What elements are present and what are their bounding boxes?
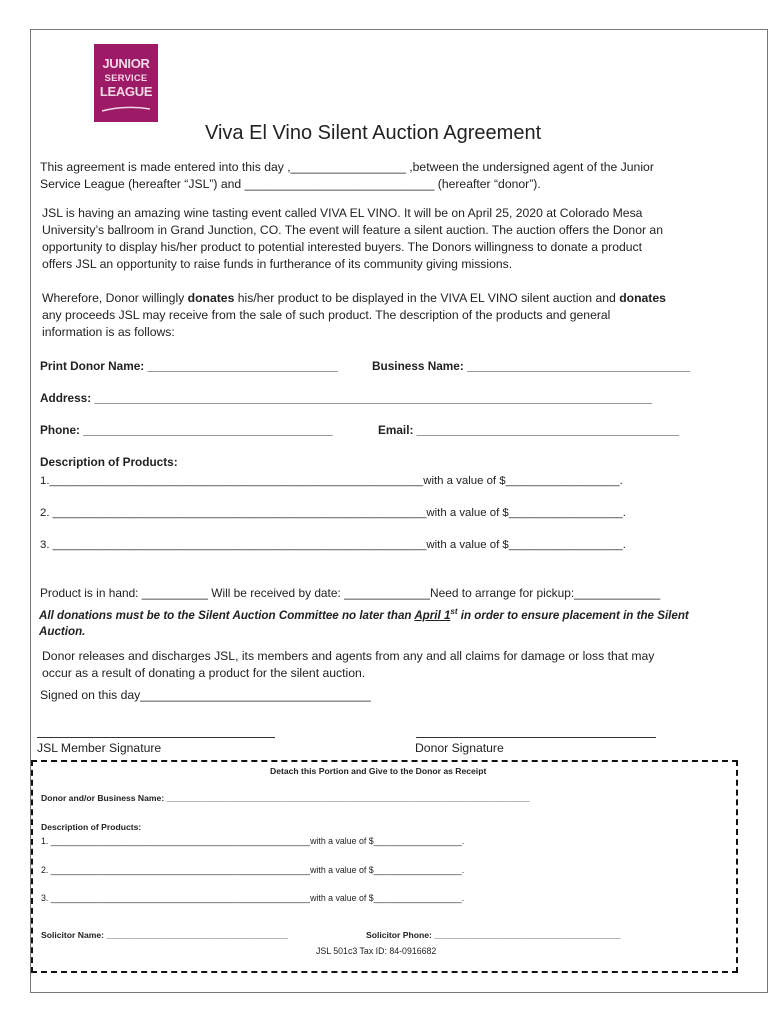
receipt-product-item-2[interactable]: 2. _____________________________________________________with a value of $__________________. xyxy=(41,865,465,875)
donor-name-field[interactable]: Print Donor Name: _____________________________ xyxy=(40,359,338,373)
business-name-field[interactable]: Business Name: __________________________________ xyxy=(372,359,691,373)
product-item-3[interactable]: 3. ___________________________________________________________with a value of $__________________. xyxy=(40,539,626,551)
phone-field[interactable]: Phone: ______________________________________ xyxy=(40,423,333,437)
solicitor-name-field[interactable]: Solicitor Name: ______________________________________ xyxy=(41,930,289,940)
receipt-product-item-1[interactable]: 1. _____________________________________________________with a value of $__________________. xyxy=(41,836,465,846)
solicitor-phone-field[interactable]: Solicitor Phone: _______________________________________ xyxy=(366,930,621,940)
tax-id: JSL 501c3 Tax ID: 84-0916682 xyxy=(316,946,437,956)
wherefore-line-3: information is as follows: xyxy=(42,325,175,339)
email-field[interactable]: Email: ________________________________________ xyxy=(378,423,680,437)
intro-line-1: This agreement is made entered into this day ,_________________ ,between the undersigned agent of the Junior xyxy=(40,160,654,174)
logo-swoosh-icon xyxy=(100,104,152,114)
receipt-donor-field[interactable]: Donor and/or Business Name: ____________________________________________________________________________ xyxy=(41,793,530,803)
deadline-notice: All donations must be to the Silent Auction Committee no later than April 1st in order to ensure placement in the Silent xyxy=(39,607,689,622)
product-item-1[interactable]: 1.___________________________________________________________with a value of $__________________. xyxy=(40,475,623,487)
logo-line-2: SERVICE xyxy=(104,73,148,84)
address-field[interactable]: Address: _____________________________________________________________________________________ xyxy=(40,391,653,405)
event-para-line-1: JSL is having an amazing wine tasting event called VIVA EL VINO. It will be on April 25, 2020 at Colorado Mesa xyxy=(42,206,643,220)
receipt-product-item-3[interactable]: 3. _____________________________________________________with a value of $__________________. xyxy=(41,893,465,903)
event-para-line-2: University’s ballroom in Grand Junction, CO. The event will feature a silent auction. The auction offers the Donor an xyxy=(42,223,663,237)
member-signature-label: JSL Member Signature xyxy=(37,741,162,755)
receipt-heading: Detach this Portion and Give to the Donor as Receipt xyxy=(270,766,487,776)
jsl-logo xyxy=(94,44,158,122)
wherefore-line-2: any proceeds JSL may receive from the sale of such product. The description of the products and general xyxy=(42,308,611,322)
donor-signature-label: Donor Signature xyxy=(415,741,504,755)
product-status-line[interactable]: Product is in hand: __________ Will be received by date: _____________Need to arrange for pickup:_____________ xyxy=(40,586,661,600)
member-signature-line[interactable] xyxy=(37,737,275,738)
page-title: Viva El Vino Silent Auction Agreement xyxy=(205,122,542,144)
release-line-1: Donor releases and discharges JSL, its members and agents from any and all claims for damage or loss that may xyxy=(42,649,655,663)
release-line-2: occur as a result of donating a product for the silent auction. xyxy=(42,666,366,680)
product-item-2[interactable]: 2. ___________________________________________________________with a value of $__________________. xyxy=(40,507,626,519)
products-heading: Description of Products: xyxy=(40,455,178,469)
donor-signature-line[interactable] xyxy=(416,737,656,738)
event-para-line-4: offers JSL an opportunity to raise funds in furtherance of its community giving missions. xyxy=(42,257,513,271)
intro-line-2: Service League (hereafter “JSL”) and ____________________________ (hereafter “donor”). xyxy=(40,177,541,191)
wherefore-line-1: Wherefore, Donor willingly donates his/her product to be displayed in the VIVA EL VINO silent auction and donates xyxy=(42,291,666,305)
logo-line-3: LEAGUE xyxy=(99,84,153,99)
deadline-notice-end: Auction. xyxy=(39,625,86,638)
event-para-line-3: opportunity to display his/her product to potential interested buyers. The Donors willingness to donate a product xyxy=(42,240,643,254)
signed-date-field[interactable]: Signed on this day__________________________________ xyxy=(40,688,371,702)
receipt-products-heading: Description of Products: xyxy=(41,822,142,832)
logo-line-1: JUNIOR xyxy=(102,56,150,71)
